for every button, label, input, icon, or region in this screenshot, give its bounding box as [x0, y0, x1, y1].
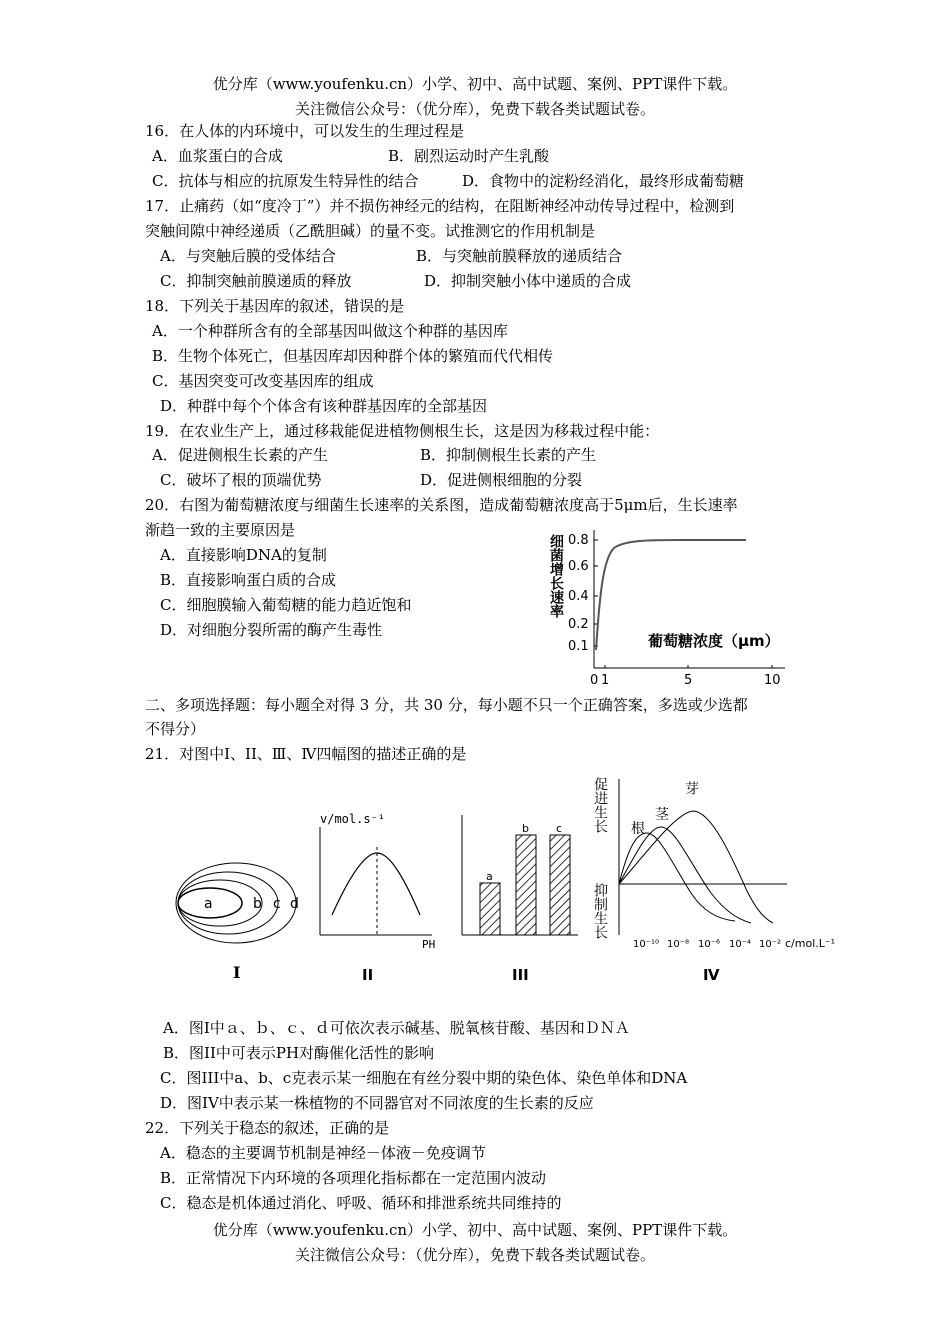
q18-option-d: D．种群中每个个体含有该种群基因库的全部基因 — [160, 397, 488, 415]
q20-ytick-label: 0.8 — [568, 533, 589, 548]
fig4-promote-label: 促进生长 — [592, 777, 608, 833]
q16-option-d: D．食物中的淀粉经消化，最终形成葡萄糖 — [462, 172, 745, 190]
q20-xtick-label: 0 — [590, 673, 599, 688]
q17-stem-2: 突触间隙中神经递质（乙酰胆碱）的量不变。试推测它的作用机制是 — [145, 222, 596, 240]
venn-b — [178, 880, 262, 926]
fig4-root-label: 根 — [631, 821, 645, 837]
q20-ytick-label: 0.6 — [568, 559, 589, 574]
venn-c — [178, 872, 278, 934]
q20-option-b: B．直接影响蛋白质的合成 — [160, 571, 337, 589]
fig4-tick-label: 10⁻¹⁰ — [633, 939, 660, 950]
q21-option-d: D．图IV中表示某一株植物的不同器官对不同浓度的生长素的反应 — [160, 1094, 594, 1112]
q17-stem-1: 17．止痛药（如“度冷丁”）并不损伤神经元的结构，在阻断神经冲动传导过程中，检测到 — [145, 197, 735, 215]
q17-option-d: D．抑制突触小体中递质的合成 — [424, 272, 632, 290]
q21-figure-1 — [170, 860, 310, 985]
q16-option-c: C．抗体与相应的抗原发生特异性的结合 — [152, 172, 419, 190]
fig4-tick-label: 10⁻⁴ — [729, 939, 752, 950]
venn-label-a: a — [204, 896, 213, 912]
q20-stem-2: 渐趋一致的主要原因是 — [145, 521, 296, 539]
q18-option-c: C．基因突变可改变基因库的组成 — [152, 372, 374, 390]
q21-option-b: B．图II中可表示PH对酶催化活性的影响 — [163, 1044, 435, 1062]
fig4-inhibit-label: 抑制生长 — [592, 883, 608, 939]
fig4-tick-label: 10⁻⁸ — [667, 939, 690, 950]
section2-line-2: 不得分） — [145, 720, 206, 738]
q22-option-a: A．稳态的主要调节机制是神经－体液－免疫调节 — [160, 1144, 486, 1162]
q17-option-a: A．与突触后膜的受体结合 — [160, 247, 336, 265]
q18-option-b: B．生物个体死亡，但基因库却因种群个体的繁殖而代代相传 — [152, 347, 554, 365]
fig4-tick-label: 10⁻² — [759, 939, 782, 950]
fig3-label: III — [512, 966, 529, 984]
q20-xtick-label: 1 — [601, 673, 610, 688]
q21-stem: 21．对图中Ⅰ、II、Ⅲ、Ⅳ四幅图的描述正确的是 — [145, 745, 467, 763]
q17-option-b: B．与突触前膜释放的递质结合 — [416, 247, 623, 265]
fig4-bud-label: 芽 — [683, 781, 699, 795]
fig1-label: I — [233, 963, 241, 982]
fig4-label: Ⅳ — [703, 966, 720, 984]
footer-line-2: 关注微信公众号：（优分库），免费下载各类试题试卷。 — [294, 1246, 655, 1264]
fig3-bar-label-c: c — [556, 822, 563, 835]
q20-growth-chart — [540, 528, 800, 688]
fig2-activity-curve — [332, 853, 420, 915]
q20-xtick-label: 5 — [684, 673, 693, 688]
q20-stem-1: 20．右图为葡萄糖浓度与细菌生长速率的关系图，造成葡萄糖浓度高于5μm后，生长速率 — [145, 496, 738, 514]
q20-ylabel: 细菌增长速率 — [548, 534, 564, 618]
q22-option-c: C．稳态是机体通过消化、呼吸、循环和排泄系统共同维持的 — [160, 1194, 562, 1212]
q20-ytick-label: 0.1 — [568, 639, 589, 654]
section2-line-1: 二、多项选择题：每小题全对得 3 分，共 30 分，每小题不只一个正确答案，多选或少选都 — [145, 696, 748, 714]
q20-option-a: A．直接影响DNA的复制 — [160, 546, 327, 564]
fig2-xlabel: PH — [422, 938, 436, 951]
q22-option-b: B．正常情况下内环境的各项理化指标都在一定范围内波动 — [160, 1169, 547, 1187]
q21-option-a: A．图I中ａ、ｂ、ｃ、ｄ可依次表示碱基、脱氧核苷酸、基因和ＤＮＡ — [163, 1019, 630, 1037]
q19-option-b: B．抑制侧根生长素的产生 — [420, 446, 597, 464]
fig3-bar-label-b: b — [522, 822, 529, 835]
fig4-tick-label: 10⁻⁶ — [698, 939, 721, 950]
q21-figure-2 — [310, 805, 450, 985]
q18-option-a: A．一个种群所含有的全部基因叫做这个种群的基因库 — [152, 322, 508, 340]
q16-option-b: B．剧烈运动时产生乳酸 — [388, 147, 550, 165]
q20-ytick-label: 0.4 — [568, 589, 589, 604]
q19-option-d: D．促进侧根细胞的分裂 — [420, 471, 583, 489]
fig3-bar-a — [480, 883, 500, 935]
q16-stem: 16．在人体的内环境中，可以发生的生理过程是 — [145, 122, 465, 140]
q20-xlabel: 葡萄糖浓度（μm） — [648, 632, 780, 650]
venn-label-d: d — [290, 896, 299, 912]
fig2-ylabel: v/mol.s⁻¹ — [320, 812, 386, 826]
q20-xtick-label: 10 — [764, 673, 781, 688]
q17-option-c: C．抑制突触前膜递质的释放 — [160, 272, 352, 290]
venn-label-b: b — [253, 896, 262, 912]
fig3-bar-c — [550, 835, 570, 935]
fig3-bar-label-a: a — [486, 870, 493, 883]
header-line-1: 优分库（www.youfenku.cn）小学、初中、高中试题、案例、PPT课件下载。 — [212, 75, 738, 93]
fig4-root-curve — [619, 833, 735, 921]
header-line-2: 关注微信公众号：（优分库），免费下载各类试题试卷。 — [294, 100, 655, 118]
q19-stem: 19．在农业生产上，通过移栽能促进植物侧根生长，这是因为移栽过程中能： — [145, 422, 660, 440]
fig4-unit-label: c/mol.L⁻¹ — [785, 937, 836, 950]
q18-stem: 18．下列关于基因库的叙述，错误的是 — [145, 297, 405, 315]
q19-option-a: A．促进侧根生长素的产生 — [152, 446, 328, 464]
q20-ytick-label: 0.2 — [568, 617, 589, 632]
fig4-stem-curve — [619, 827, 751, 923]
fig4-stem-label: 茎 — [655, 807, 669, 823]
q21-option-c: C．图III中a、b、c克表示某一细胞在有丝分裂中期的染色体、染色单体和DNA — [160, 1069, 688, 1087]
q21-figure-4 — [592, 775, 840, 985]
fig3-bar-b — [516, 835, 536, 935]
q19-option-c: C．破坏了根的顶端优势 — [160, 471, 322, 489]
q21-figure-3 — [450, 805, 590, 985]
fig2-label: II — [362, 966, 374, 984]
q20-option-c: C．细胞膜输入葡萄糖的能力趋近饱和 — [160, 596, 412, 614]
venn-label-c: c — [273, 896, 281, 912]
q20-option-d: D．对细胞分裂所需的酶产生毒性 — [160, 621, 383, 639]
footer-line-1: 优分库（www.youfenku.cn）小学、初中、高中试题、案例、PPT课件下载。 — [212, 1221, 738, 1239]
q22-stem: 22．下列关于稳态的叙述，正确的是 — [145, 1119, 390, 1137]
q16-option-a: A．血浆蛋白的合成 — [152, 147, 283, 165]
